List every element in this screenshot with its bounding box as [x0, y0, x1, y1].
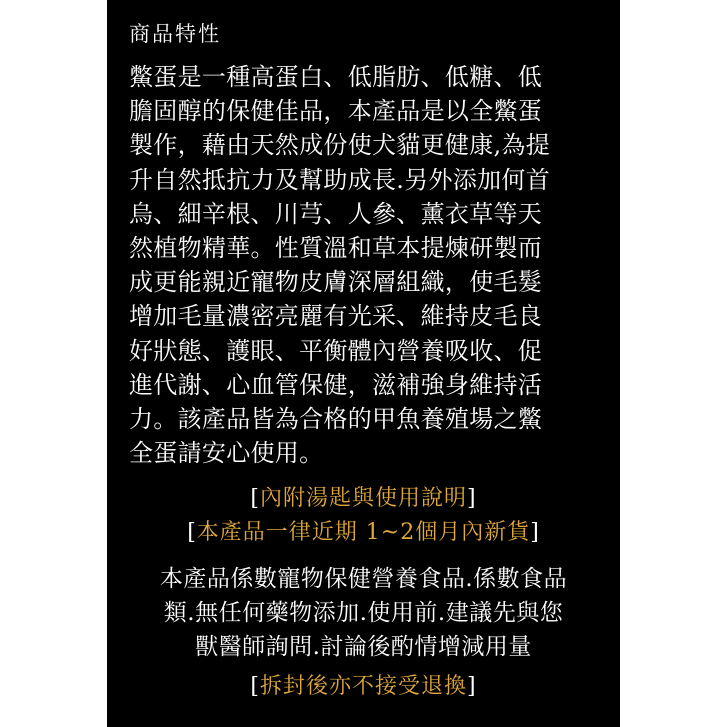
- open-bracket: [: [250, 674, 260, 699]
- close-bracket: ]: [467, 486, 477, 511]
- section-heading: 商品特性: [129, 22, 221, 46]
- usage-line: 本產品係數寵物保健營養食品.係數食品: [159, 566, 568, 592]
- description-line: 增加毛量濃密亮麗有光采、維持皮毛良: [129, 302, 543, 331]
- open-bracket: [: [187, 520, 197, 545]
- description-line: 烏、細辛根、川芎、人參、薰衣草等天: [129, 199, 543, 228]
- description-line: 全蛋請安心使用。: [129, 439, 324, 468]
- description-line: 力。該產品皆為合格的甲魚養殖場之鱉: [129, 404, 543, 433]
- description-text: [129, 60, 609, 470]
- description-line: 進代謝、心血管保健，滋補強身維持活: [129, 370, 543, 399]
- close-bracket: ]: [530, 520, 540, 545]
- description-line: 製作，藉由天然成份使犬貓更健康,為提: [129, 131, 551, 160]
- description-line: 成更能親近寵物皮膚深層組織，使毛髮: [129, 268, 543, 297]
- description-line: 升自然抵抗力及幫助成長.另外添加何首: [129, 165, 551, 194]
- freshness-notice: [107, 518, 620, 548]
- description-line: 鱉蛋是一種高蛋白、低脂肪、低糖、低: [129, 63, 543, 91]
- no-return-notice: [107, 672, 620, 702]
- spoon-included-notice: [107, 484, 620, 514]
- freshness-text: 本產品一律近期 1~2個月內新貨: [196, 520, 531, 545]
- product-info-panel: [107, 0, 620, 727]
- description-line: 好狀態、護眼、平衡體內營養吸收、促: [129, 336, 543, 365]
- usage-note: [107, 562, 620, 664]
- usage-line: 獸醫師詢問.討論後酌情增減用量: [195, 634, 532, 660]
- open-bracket: [: [250, 486, 260, 511]
- description-line: 膽固醇的保健佳品，本產品是以全鱉蛋: [129, 97, 543, 126]
- spoon-included-text: 內附湯匙與使用說明: [259, 486, 467, 511]
- no-return-text: 拆封後亦不接受退換: [259, 674, 467, 699]
- description-line: 然植物精華。性質溫和草本提煉研製而: [129, 233, 543, 262]
- usage-line: 類.無任何藥物添加.使用前.建議先與您: [163, 600, 564, 626]
- close-bracket: ]: [467, 674, 477, 699]
